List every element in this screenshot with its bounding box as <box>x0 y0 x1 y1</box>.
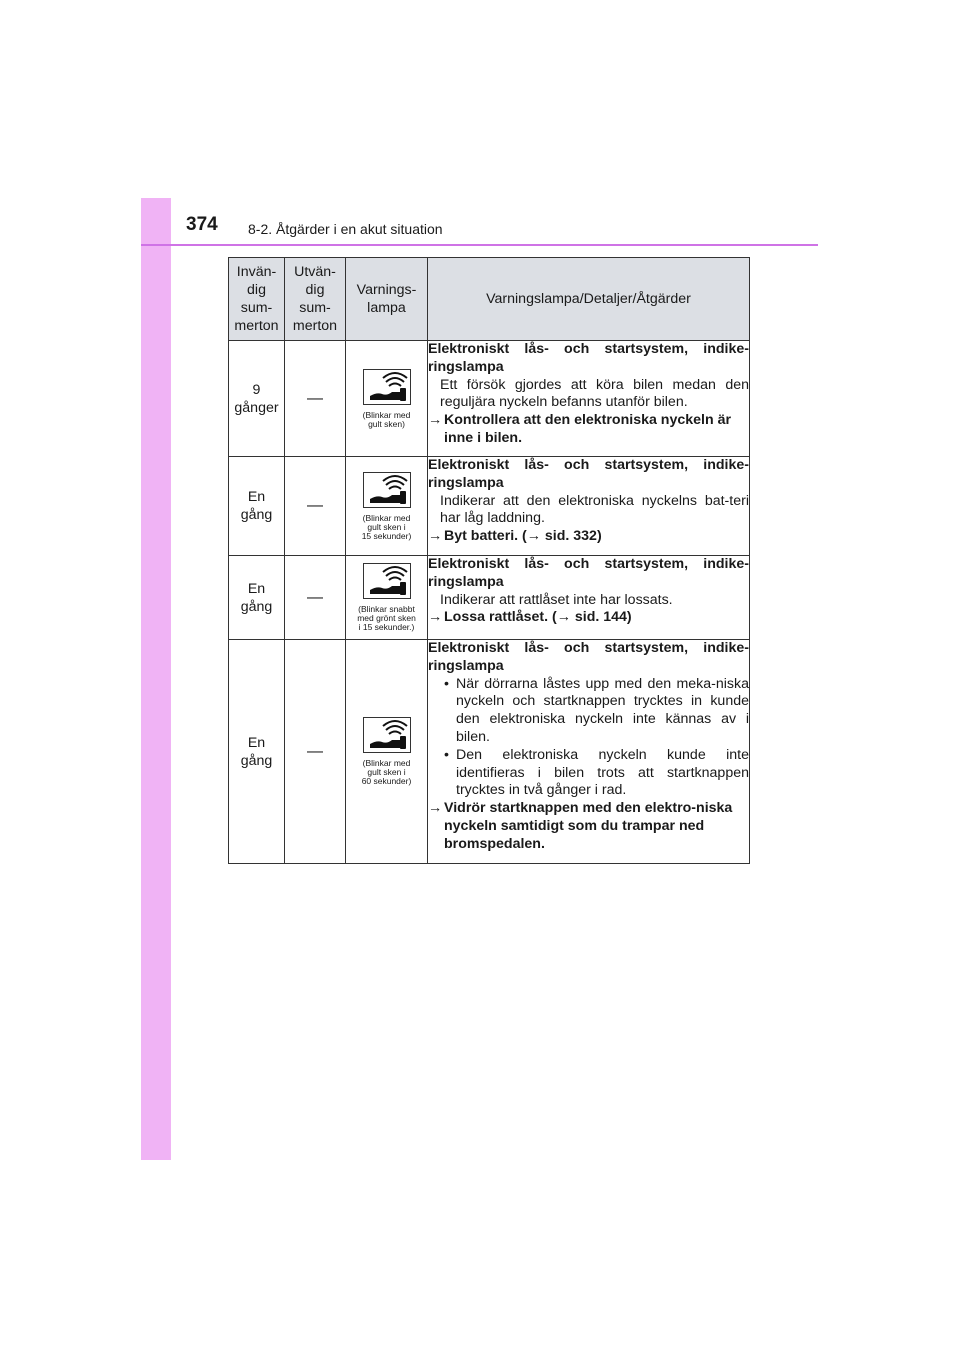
exterior-buzzer: — <box>285 640 346 864</box>
warning-table <box>228 257 750 864</box>
warning-lamp <box>346 640 428 864</box>
lamp-note: (Blinkar med gult sken i 60 sekunder) <box>361 758 412 786</box>
arrow-icon: → <box>428 412 443 429</box>
col-header-lamp: Varnings- lampa <box>346 258 428 341</box>
warning-detail: Ett försök gjordes att köra bilen medan den reguljära nyckeln befanns utanför bilen. <box>440 376 749 411</box>
smart-key-icon <box>363 369 411 405</box>
col-header-interior: Invän- dig sum- merton <box>229 258 285 341</box>
arrow-icon: → <box>428 528 443 545</box>
lamp-note: (Blinkar snabbt med grönt sken i 15 sekunder.) <box>357 604 416 632</box>
details-cell <box>428 341 750 457</box>
table-row <box>229 640 750 864</box>
warning-lamp <box>346 341 428 457</box>
col-header-exterior: Utvän- dig sum- merton <box>285 258 346 341</box>
warning-title: Elektroniskt lås- och startsystem, indike-ringslampa <box>428 457 749 491</box>
warning-lamp <box>346 457 428 556</box>
section-title: 8-2. Åtgärder i en akut situation <box>248 221 443 237</box>
action-item: → Lossa rattlåset. (→ sid. 144) <box>428 609 632 626</box>
list-item: • Den elektroniska nyckeln kunde inte identifieras i bilen trots att startknappen trycktes in två gånger i rad. <box>444 747 749 800</box>
warning-title: Elektroniskt lås- och startsystem, indike-ringslampa <box>428 640 749 674</box>
col-header-details: Varningslampa/Detaljer/Åtgärder <box>428 258 750 341</box>
header-rule <box>141 244 818 246</box>
interior-buzzer: 9 gånger <box>229 341 285 457</box>
warning-detail: Indikerar att rattlåset inte har lossats. <box>440 591 673 608</box>
lamp-note: (Blinkar med gult sken i 15 sekunder) <box>361 512 412 541</box>
list-item: • När dörrarna låstes upp med den meka-niska nyckeln och startknappen trycktes in kunde den elektroniska nyckeln inte kännas av i bilen. <box>444 676 749 747</box>
table-row <box>229 457 750 556</box>
interior-buzzer: En gång <box>229 640 285 864</box>
details-cell <box>428 556 750 640</box>
warning-title: Elektroniskt lås- och startsystem, indike-ringslampa <box>428 556 749 590</box>
smart-key-icon <box>363 717 411 753</box>
smart-key-icon <box>363 472 411 508</box>
details-cell <box>428 457 750 556</box>
warning-lamp <box>346 556 428 640</box>
lamp-note: (Blinkar med gult sken) <box>362 409 411 429</box>
exterior-buzzer: — <box>285 341 346 457</box>
exterior-buzzer: — <box>285 556 346 640</box>
interior-buzzer: En gång <box>229 556 285 640</box>
arrow-icon: → <box>428 609 443 626</box>
detail-bullets <box>428 676 749 801</box>
action-item: → Kontrollera att den elektroniska nyckeln är inne i bilen. <box>428 412 731 446</box>
details-cell <box>428 640 750 864</box>
page-number: 374 <box>186 214 218 235</box>
table-row <box>229 341 750 457</box>
warning-detail: Indikerar att den elektroniska nyckelns bat-teri har låg laddning. <box>440 492 749 527</box>
warning-title: Elektroniskt lås- och startsystem, indike-ringslampa <box>428 341 749 375</box>
action-item: → Byt batteri. (→ sid. 332) <box>428 528 602 545</box>
exterior-buzzer: — <box>285 457 346 556</box>
table-header-row <box>229 258 750 341</box>
table-row <box>229 556 750 640</box>
action-item: → Vidrör startknappen med den elektro-niska nyckeln samtidigt som du trampar ned bromspedalen. <box>428 800 733 852</box>
smart-key-icon <box>363 563 411 599</box>
sidebar-tab <box>141 198 171 1160</box>
interior-buzzer: En gång <box>229 457 285 556</box>
arrow-icon: → <box>428 800 443 817</box>
